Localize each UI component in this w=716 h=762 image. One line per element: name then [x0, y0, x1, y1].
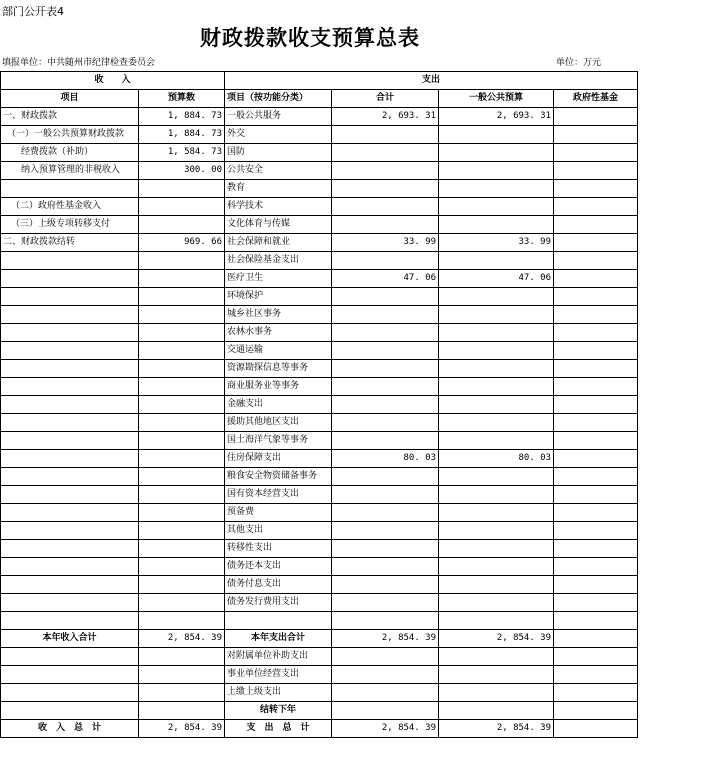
expense-total-cell — [332, 648, 439, 666]
expense-total-cell — [332, 396, 439, 414]
income-budget-cell — [139, 558, 225, 576]
table-row — [1, 162, 638, 180]
expense-general-cell — [439, 288, 554, 306]
expense-fund-cell — [554, 486, 638, 504]
income-budget-cell — [139, 522, 225, 540]
expense-fund-cell — [554, 540, 638, 558]
income-budget-cell — [139, 702, 225, 720]
table-row — [1, 126, 638, 144]
expense-general-cell — [439, 144, 554, 162]
income-budget-cell — [139, 216, 225, 234]
expense-general-cell — [439, 324, 554, 342]
income-budget-cell: 1, 884. 73 — [139, 126, 225, 144]
table-row — [1, 396, 638, 414]
expense-item-cell: 科学技术 — [225, 198, 332, 216]
expense-fund-cell — [554, 504, 638, 522]
expense-fund-cell — [554, 414, 638, 432]
expense-item-cell: 一般公共服务 — [225, 108, 332, 126]
expense-item-cell: 援助其他地区支出 — [225, 414, 332, 432]
expense-total-cell — [332, 126, 439, 144]
expense-item-cell: 债务还本支出 — [225, 558, 332, 576]
expense-general-cell — [439, 684, 554, 702]
expense-total-cell — [332, 360, 439, 378]
expense-total-cell — [332, 684, 439, 702]
expense-fund-cell — [554, 558, 638, 576]
grand-expense-fund-value — [554, 720, 638, 738]
year-expense-total-label: 本年支出合计 — [225, 630, 332, 648]
grand-expense-total-value: 2, 854. 39 — [332, 720, 439, 738]
expense-item-cell: 债务发行费用支出 — [225, 594, 332, 612]
expense-total-cell — [332, 252, 439, 270]
expense-item-cell: 国有资本经营支出 — [225, 486, 332, 504]
expense-total-cell — [332, 144, 439, 162]
income-item-cell — [1, 414, 139, 432]
table-row — [1, 612, 638, 630]
income-item-cell — [1, 378, 139, 396]
expense-fund-cell — [554, 252, 638, 270]
expense-item-cell: 住房保障支出 — [225, 450, 332, 468]
expense-item-cell: 国防 — [225, 144, 332, 162]
expense-item-cell: 商业服务业等事务 — [225, 378, 332, 396]
income-item-cell: （一）一般公共预算财政拨款 — [1, 126, 139, 144]
expense-total-cell: 47. 06 — [332, 270, 439, 288]
income-item-cell — [1, 576, 139, 594]
year-expense-total-value: 2, 854. 39 — [332, 630, 439, 648]
table-row — [1, 360, 638, 378]
expense-total-cell — [332, 414, 439, 432]
income-item-cell — [1, 666, 139, 684]
expense-total-cell — [332, 612, 439, 630]
expense-fund-cell — [554, 396, 638, 414]
income-budget-cell — [139, 450, 225, 468]
expense-item-cell: 国土海洋气象等事务 — [225, 432, 332, 450]
table-row — [1, 342, 638, 360]
income-item-cell — [1, 432, 139, 450]
expense-item-cell: 其他支出 — [225, 522, 332, 540]
income-item-cell — [1, 288, 139, 306]
expense-general-cell: 33. 99 — [439, 234, 554, 252]
income-item-cell: 纳入预算管理的非税收入 — [1, 162, 139, 180]
table-row — [1, 414, 638, 432]
income-item-cell — [1, 270, 139, 288]
grand-expense-general-value: 2, 854. 39 — [439, 720, 554, 738]
expense-fund-cell — [554, 288, 638, 306]
expense-fund-cell — [554, 450, 638, 468]
expense-total-cell — [332, 162, 439, 180]
expense-general-cell — [439, 504, 554, 522]
income-item-cell: 一、财政拨款 — [1, 108, 139, 126]
expense-total-cell — [332, 540, 439, 558]
filler-unit: 填报单位：中共随州市纪律检查委员会 — [2, 58, 156, 68]
income-item-cell — [1, 450, 139, 468]
expense-fund-cell — [554, 666, 638, 684]
expense-item-cell: 环境保护 — [225, 288, 332, 306]
income-budget-cell — [139, 414, 225, 432]
budget-table-body — [1, 72, 638, 738]
expense-total-cell — [332, 594, 439, 612]
expense-fund-cell — [554, 432, 638, 450]
table-row — [1, 306, 638, 324]
expense-general-cell — [439, 342, 554, 360]
table-row — [1, 180, 638, 198]
budget-table — [0, 71, 638, 738]
expense-total-cell — [332, 306, 439, 324]
income-item-cell — [1, 522, 139, 540]
expense-item-cell: 医疗卫生 — [225, 270, 332, 288]
expense-general-cell — [439, 360, 554, 378]
col-header-budget: 预算数 — [139, 90, 225, 108]
expense-total-cell — [332, 288, 439, 306]
carry-forward-label: 结转下年 — [225, 702, 332, 720]
income-budget-cell — [139, 180, 225, 198]
expense-item-cell: 外交 — [225, 126, 332, 144]
income-item-cell — [1, 468, 139, 486]
income-budget-cell: 300. 00 — [139, 162, 225, 180]
expense-fund-cell — [554, 144, 638, 162]
expense-item-cell: 对附属单位补助支出 — [225, 648, 332, 666]
expense-fund-cell — [554, 162, 638, 180]
expense-general-cell — [439, 468, 554, 486]
expense-total-cell — [332, 702, 439, 720]
expense-item-cell: 预备费 — [225, 504, 332, 522]
year-income-total-value: 2, 854. 39 — [139, 630, 225, 648]
income-item-cell: 经费拨款（补助） — [1, 144, 139, 162]
expense-general-cell — [439, 216, 554, 234]
expense-general-cell — [439, 666, 554, 684]
expense-fund-cell — [554, 576, 638, 594]
income-budget-cell — [139, 540, 225, 558]
expense-general-cell — [439, 198, 554, 216]
expense-general-cell — [439, 306, 554, 324]
carry-forward-row — [1, 702, 638, 720]
income-item-cell: （三）上级专项转移支付 — [1, 216, 139, 234]
year-expense-fund-value — [554, 630, 638, 648]
income-item-cell — [1, 540, 139, 558]
expense-total-cell — [332, 486, 439, 504]
expense-fund-cell — [554, 684, 638, 702]
expense-total-cell — [332, 180, 439, 198]
table-row — [1, 468, 638, 486]
header-row-columns — [1, 90, 638, 108]
table-row — [1, 594, 638, 612]
expense-total-cell — [332, 432, 439, 450]
expense-item-cell: 城乡社区事务 — [225, 306, 332, 324]
expense-fund-cell — [554, 270, 638, 288]
expense-general-cell: 80. 03 — [439, 450, 554, 468]
col-header-exp-item: 项目（按功能分类） — [225, 90, 332, 108]
col-header-fund: 政府性基金 — [554, 90, 638, 108]
expense-item-cell: 事业单位经营支出 — [225, 666, 332, 684]
grand-income-label: 收 入 总 计 — [1, 720, 139, 738]
table-row — [1, 450, 638, 468]
expense-item-cell: 农林水事务 — [225, 324, 332, 342]
expense-general-cell: 2, 693. 31 — [439, 108, 554, 126]
table-row — [1, 486, 638, 504]
income-budget-cell — [139, 576, 225, 594]
income-budget-cell — [139, 342, 225, 360]
table-row — [1, 378, 638, 396]
expense-item-cell: 粮食安全物资储备事务 — [225, 468, 332, 486]
expense-general-cell — [439, 378, 554, 396]
expense-item-cell: 公共安全 — [225, 162, 332, 180]
table-row — [1, 216, 638, 234]
expense-fund-cell — [554, 180, 638, 198]
expense-total-cell — [332, 324, 439, 342]
income-item-cell — [1, 702, 139, 720]
expense-general-cell — [439, 594, 554, 612]
table-row — [1, 198, 638, 216]
income-item-cell — [1, 342, 139, 360]
expense-total-cell — [332, 468, 439, 486]
table-row — [1, 144, 638, 162]
table-row — [1, 108, 638, 126]
expense-general-cell — [439, 180, 554, 198]
income-item-cell — [1, 612, 139, 630]
expense-fund-cell — [554, 612, 638, 630]
income-budget-cell — [139, 684, 225, 702]
table-row — [1, 270, 638, 288]
income-budget-cell — [139, 198, 225, 216]
income-budget-cell — [139, 594, 225, 612]
expense-total-cell: 2, 693. 31 — [332, 108, 439, 126]
expense-fund-cell — [554, 468, 638, 486]
expense-total-cell — [332, 198, 439, 216]
expense-general-cell — [439, 540, 554, 558]
table-row — [1, 504, 638, 522]
expense-fund-cell — [554, 216, 638, 234]
year-income-total-label: 本年收入合计 — [1, 630, 139, 648]
expense-item-cell: 文化体育与传媒 — [225, 216, 332, 234]
expense-total-cell — [332, 504, 439, 522]
page-title: 财政拨款收支预算总表 — [200, 25, 420, 50]
expense-total-cell: 80. 03 — [332, 450, 439, 468]
expense-total-cell — [332, 522, 439, 540]
income-budget-cell: 969. 66 — [139, 234, 225, 252]
expense-general-cell — [439, 396, 554, 414]
income-budget-cell — [139, 504, 225, 522]
expense-general-cell — [439, 432, 554, 450]
year-expense-general-value: 2, 854. 39 — [439, 630, 554, 648]
expense-general-cell — [439, 522, 554, 540]
table-row — [1, 234, 638, 252]
expense-fund-cell — [554, 522, 638, 540]
expense-fund-cell — [554, 342, 638, 360]
col-header-item: 项目 — [1, 90, 139, 108]
expense-total-cell — [332, 666, 439, 684]
expense-total-cell: 33. 99 — [332, 234, 439, 252]
income-budget-cell — [139, 396, 225, 414]
expense-item-cell: 教育 — [225, 180, 332, 198]
income-item-cell: （二）政府性基金收入 — [1, 198, 139, 216]
table-row — [1, 558, 638, 576]
income-budget-cell — [139, 612, 225, 630]
expense-total-cell — [332, 378, 439, 396]
expense-fund-cell — [554, 648, 638, 666]
table-row — [1, 432, 638, 450]
year-total-row — [1, 630, 638, 648]
income-item-cell — [1, 180, 139, 198]
expense-total-cell — [332, 558, 439, 576]
expense-fund-cell — [554, 198, 638, 216]
expense-item-cell: 社会保障和就业 — [225, 234, 332, 252]
expense-general-cell — [439, 414, 554, 432]
income-budget-cell: 1, 884. 73 — [139, 108, 225, 126]
income-budget-cell — [139, 432, 225, 450]
expense-fund-cell — [554, 126, 638, 144]
expense-fund-cell — [554, 306, 638, 324]
expense-total-cell — [332, 576, 439, 594]
expense-fund-cell — [554, 378, 638, 396]
expense-general-cell — [439, 648, 554, 666]
expense-general-cell — [439, 252, 554, 270]
income-budget-cell: 1, 584. 73 — [139, 144, 225, 162]
expense-fund-cell — [554, 108, 638, 126]
income-budget-cell — [139, 270, 225, 288]
table-row — [1, 252, 638, 270]
income-budget-cell — [139, 486, 225, 504]
income-item-cell — [1, 360, 139, 378]
expense-fund-cell — [554, 594, 638, 612]
expense-total-cell — [332, 342, 439, 360]
income-item-cell: 二、财政拨款结转 — [1, 234, 139, 252]
expense-general-cell — [439, 576, 554, 594]
expense-item-cell: 社会保险基金支出 — [225, 252, 332, 270]
income-budget-cell — [139, 252, 225, 270]
income-header: 收 入 — [1, 72, 225, 90]
income-item-cell — [1, 324, 139, 342]
grand-income-value: 2, 854. 39 — [139, 720, 225, 738]
header-row-top — [1, 72, 638, 90]
income-item-cell — [1, 486, 139, 504]
table-row — [1, 324, 638, 342]
expense-general-cell: 47. 06 — [439, 270, 554, 288]
income-budget-cell — [139, 648, 225, 666]
table-row — [1, 666, 638, 684]
col-header-total: 合计 — [332, 90, 439, 108]
expense-item-cell: 资源勘探信息等事务 — [225, 360, 332, 378]
expense-general-cell — [439, 558, 554, 576]
table-row — [1, 540, 638, 558]
expense-fund-cell — [554, 702, 638, 720]
income-item-cell — [1, 306, 139, 324]
income-budget-cell — [139, 324, 225, 342]
table-row — [1, 648, 638, 666]
expense-general-cell — [439, 486, 554, 504]
table-row — [1, 288, 638, 306]
expense-fund-cell — [554, 234, 638, 252]
income-item-cell — [1, 252, 139, 270]
table-row — [1, 522, 638, 540]
income-budget-cell — [139, 306, 225, 324]
income-item-cell — [1, 396, 139, 414]
expense-fund-cell — [554, 324, 638, 342]
income-item-cell — [1, 684, 139, 702]
income-budget-cell — [139, 360, 225, 378]
expense-item-cell — [225, 612, 332, 630]
expense-general-cell — [439, 702, 554, 720]
expense-total-cell — [332, 216, 439, 234]
income-item-cell — [1, 504, 139, 522]
currency-unit: 单位：万元 — [556, 58, 602, 68]
income-item-cell — [1, 558, 139, 576]
expense-general-cell — [439, 162, 554, 180]
income-budget-cell — [139, 288, 225, 306]
income-item-cell — [1, 594, 139, 612]
expense-fund-cell — [554, 360, 638, 378]
expense-general-cell — [439, 612, 554, 630]
expense-item-cell: 交通运输 — [225, 342, 332, 360]
table-row — [1, 684, 638, 702]
income-item-cell — [1, 648, 139, 666]
expense-item-cell: 债务付息支出 — [225, 576, 332, 594]
expense-item-cell: 转移性支出 — [225, 540, 332, 558]
expense-item-cell: 上缴上级支出 — [225, 684, 332, 702]
table-number-label: 部门公开表4 — [2, 5, 64, 18]
col-header-general: 一般公共预算 — [439, 90, 554, 108]
expense-general-cell — [439, 126, 554, 144]
expense-item-cell: 金融支出 — [225, 396, 332, 414]
income-budget-cell — [139, 378, 225, 396]
table-row — [1, 576, 638, 594]
income-budget-cell — [139, 468, 225, 486]
grand-expense-label: 支 出 总 计 — [225, 720, 332, 738]
income-budget-cell — [139, 666, 225, 684]
expense-header: 支出 — [225, 72, 638, 90]
grand-total-row — [1, 720, 638, 738]
